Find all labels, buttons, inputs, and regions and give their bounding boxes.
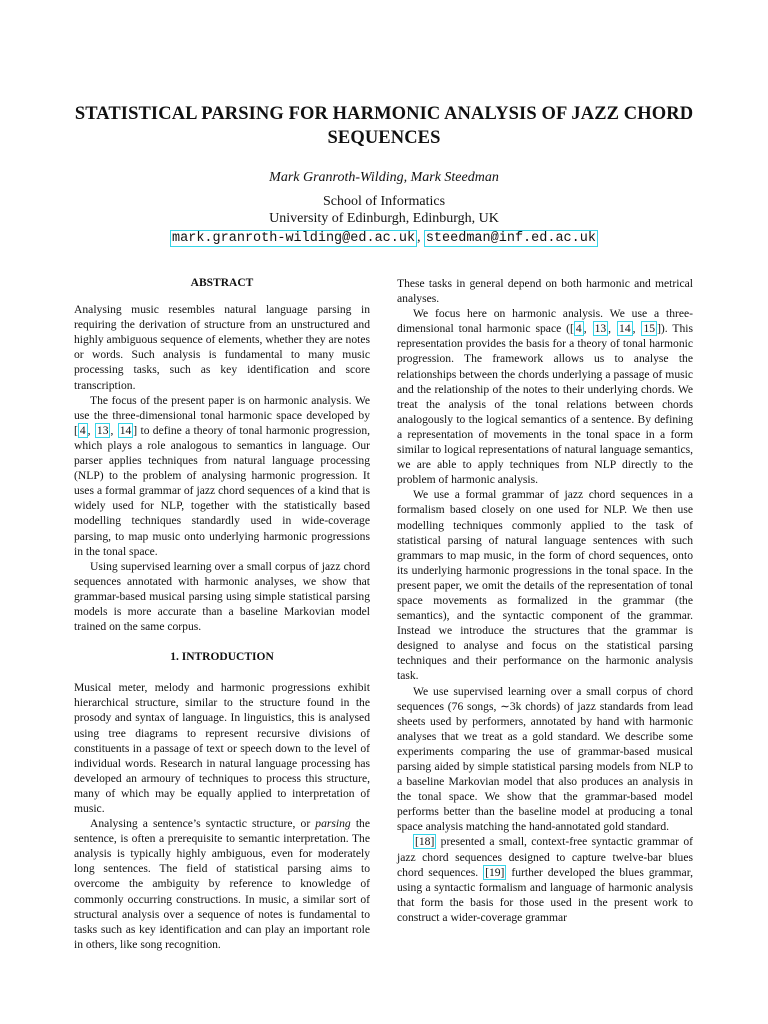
affiliation-university: University of Edinburgh, Edinburgh, UK [269,211,499,226]
abstract-paragraph: The focus of the present paper is on harmonic analysis. We use the three-dimensional tonal harmonic space developed by [ 4 , 13 , 14 ] to define a theory of tonal harmonic progression, which plays a role analogous to semantics in language. Our parser applies techniques from natural language processing (NLP) to the problem of analysing harmonic progression. It uses a formal grammar of jazz chord sequences of a kind that is widely used for NLP, together with the statistically based modelling techniques standardly used in wide-coverage parsing, to map music onto underlying harmonic progressions in the tonal space. [74,393,371,558]
left-column [74,276,370,952]
body-paragraph: We use supervised learning over a small corpus of chord sequences (76 songs, ∼3k chords) of jazz standards from lead sheets used by performers, annotated by hand with harmonic analyses that we treat as a gold standard. We describe some experiments comparing the use of grammar-based musical parsing aided by simple statistical parsing models from NLP to a baseline Markovian model that also produces an analysis in the tonal space. We show that the grammar-based model performs better than the baseline model at producing a tonal space analysis matching the hand-annotated gold standard. [397,684,693,834]
abstract-heading: ABSTRACT [190,277,254,289]
author-emails: mark.granroth-wilding@ed.ac.uk , steedman@inf.ed.ac.uk [172,229,596,246]
citation-link[interactable]: 4 [79,423,86,437]
citation-link[interactable]: 15 [643,322,656,336]
citation-link[interactable]: [18] [415,835,435,849]
author-list: Mark Granroth-Wilding, Mark Steedman [269,170,499,185]
section-heading-introduction: 1. INTRODUCTION [170,651,274,664]
body-paragraph: Musical meter, melody and harmonic progressions exhibit hierarchical structure, similar to the structure found in the prosody and syntax of language. In linguistics, this is analysed using tree diagrams to represent recursive divisions of constituents in a passage of text or speech down to the level of individual words. Research in natural language processing has developed an armoury of techniques to process this structure, many of which may be equally applied to interpretation of music. [74,681,370,815]
citation-link[interactable]: 14 [619,322,631,336]
right-column [397,276,693,925]
citation-link[interactable]: 13 [96,423,109,437]
email-link-steedman[interactable]: steedman@inf.ed.ac.uk [425,231,596,246]
citation-link[interactable]: 13 [594,322,607,336]
body-paragraph: These tasks in general depend on both harmonic and metrical analyses. [397,277,693,306]
affiliation [0,193,768,227]
abstract-paragraph: Using supervised learning over a small corpus of jazz chord sequences annotated with harmonic analyses, we show that grammar-based musical parsing using simple statistical parsing models is more accurate than a baseline Markovian model trained on the same corpus. [74,559,370,634]
abstract-paragraph: Analysing music resembles natural language parsing in requiring the derivation of structure from an unstructured and highly ambiguous sequence of elements, whether they are notes or words. Such analysis is fundamental to many music processing tasks, such as key identification and score transcription. [74,303,370,392]
email-link-granroth[interactable]: mark.granroth-wilding@ed.ac.uk [172,231,416,246]
citation-link[interactable]: 14 [119,423,132,437]
body-paragraph: We use a formal grammar of jazz chord sequences in a formalism based closely on one used for NLP. We then use modelling techniques commonly applied to the task of statistical parsing of natural language sentences with such grammars to map music, in the form of chord sequences, onto its underlying harmonic progressions in the tonal space. In the present paper, we omit the details of the representation of tonal space movements as formalized in the grammar (the semantics), and the syntactic component of the grammar. Instead we introduce the structures that the grammar is designed to analyse and focus on the statistical parsing techniques and their performance on the harmonic analysis task. [397,488,693,683]
body-paragraph: Analysing a sentence’s syntactic structure, or parsing the sentence, is often a prerequisite to semantic interpretation. The analysis is typically highly ambiguous, even for moderately long sentences. The field of statistical parsing aims to overcome the ambiguity by reference to knowledge of commonly occurring constructions. In music, a similar sort of structural analysis over a sequence of notes is fundamental to tasks such as key identification and can play an important role in others, like song recognition. [74,817,370,951]
affiliation-school: School of Informatics [322,194,446,209]
paper-title: STATISTICAL PARSING FOR HARMONIC ANALYSIS OF JAZZ CHORD SEQUENCES [74,104,694,148]
body-paragraph: We focus here on harmonic analysis. We use a three-dimensional tonal harmonic space ([ 4 , 13 , 14 , 15 ]). This representation provides the basis for a theory of tonal harmonic progression. The framework allows us to analyse the relationships between the chords underlying a passage of music and the relationship of the notes to their underlying chords. We treat the analysis of the tonal relations between chords analogously to the logical semantics of a sentence. By defining a representation of movements in the tonal space in a form similar to logical representations of natural language semantics, we are able to apply techniques from NLP directly to the problem of harmonic analysis. [397,307,694,487]
body-paragraph: [18] presented a small, context-free syntactic grammar of jazz chord sequences designed to capture twelve-bar blues chord sequences. [19] further developed the blues grammar, using a syntactic formalism and language of harmonic analysis that form the basis for those used in the present work to construct a wider-coverage grammar [397,835,693,924]
citation-link[interactable]: [19] [485,865,505,879]
citation-link[interactable]: 4 [575,322,582,336]
